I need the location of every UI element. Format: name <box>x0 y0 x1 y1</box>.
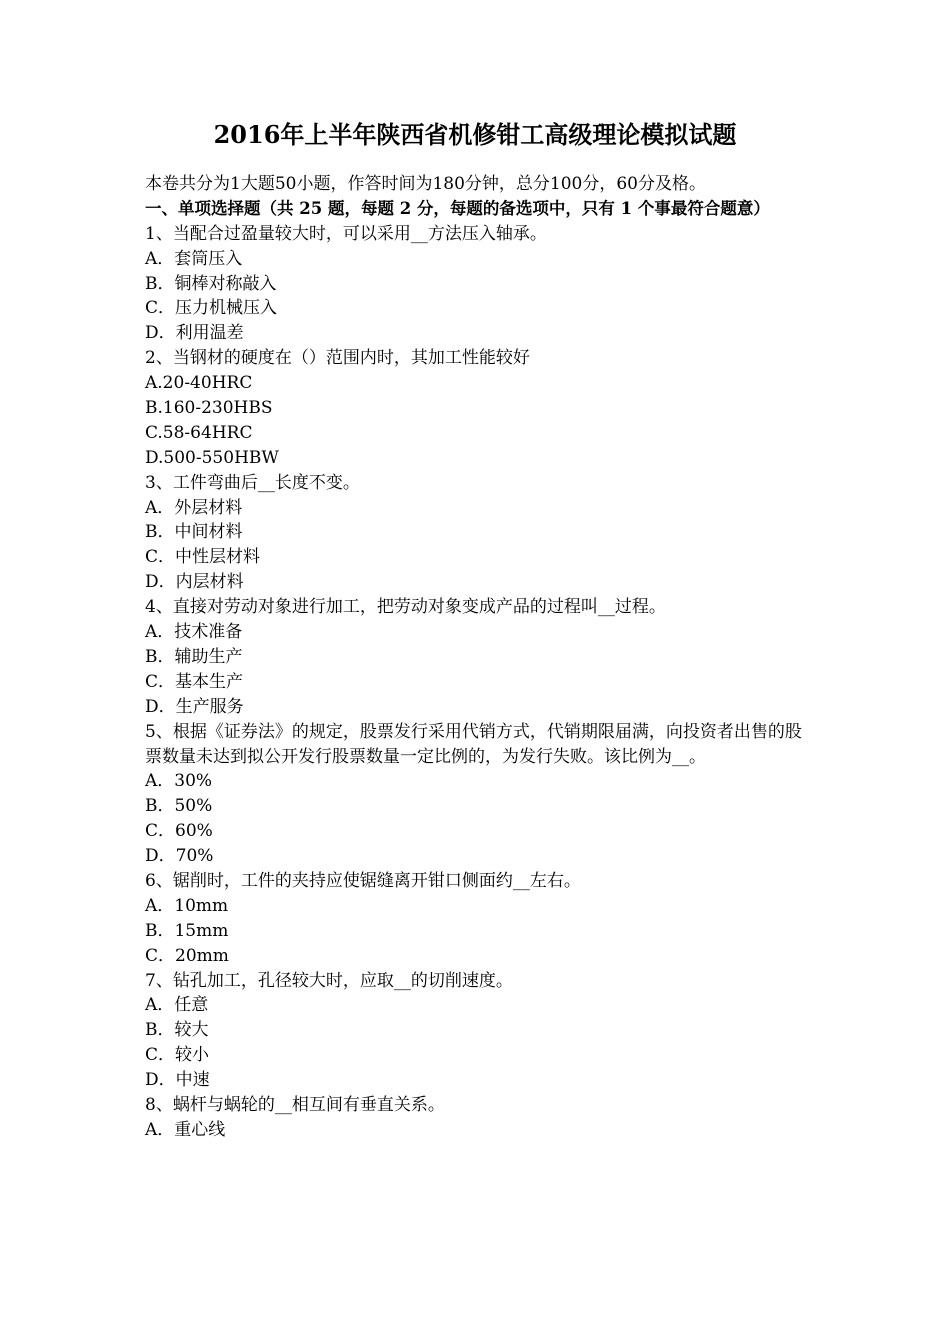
option-d: D．生产服务 <box>145 696 244 717</box>
question-5 <box>145 720 810 869</box>
option-a: A．重心线 <box>145 1119 226 1140</box>
question-stem: 1、当配合过盈量较大时，可以采用__方法压入轴承。 <box>145 223 547 244</box>
option-c: C．60% <box>145 821 213 842</box>
option-c: C．基本生产 <box>145 671 244 692</box>
question-6 <box>145 869 810 969</box>
option-b: B．较大 <box>145 1020 209 1041</box>
question-1 <box>145 222 810 346</box>
question-stem: 6、锯削时，工件的夹持应使锯缝离开钳口侧面约__左右。 <box>145 870 581 891</box>
option-c: C．压力机械压入 <box>145 298 278 319</box>
option-c: C.58-64HRC <box>145 422 253 443</box>
question-7 <box>145 969 810 1093</box>
option-a: A．技术准备 <box>145 622 243 643</box>
option-b: B．50% <box>145 796 213 817</box>
question-3 <box>145 471 810 595</box>
page-title: 2016年上半年陕西省机修钳工高级理论模拟试题 <box>213 120 737 149</box>
option-b: B.160-230HBS <box>145 398 273 419</box>
section-heading: 一、单项选择题（共 25 题，每题 2 分，每题的备选项中，只有 1 个事最符合题意） <box>145 198 770 218</box>
option-d: D．利用温差 <box>145 323 244 344</box>
option-c: C．20mm <box>145 945 229 966</box>
question-stem: 4、直接对劳动对象进行加工，把劳动对象变成产品的过程叫__过程。 <box>145 597 666 618</box>
question-stem: 3、工件弯曲后__长度不变。 <box>145 472 360 493</box>
option-a: A.20-40HRC <box>145 373 253 394</box>
option-b: B．中间材料 <box>145 522 243 543</box>
option-b: B．15mm <box>145 920 229 941</box>
option-d: D．中速 <box>145 1070 210 1091</box>
option-a: A．外层材料 <box>145 497 243 518</box>
option-a: A．套筒压入 <box>145 248 243 269</box>
question-4 <box>145 595 810 719</box>
option-c: C．较小 <box>145 1045 210 1066</box>
option-a: A．10mm <box>145 895 229 916</box>
question-stem: 2、当钢材的硬度在（）范围内时，其加工性能较好 <box>145 348 530 369</box>
option-d: D.500-550HBW <box>145 447 279 468</box>
question-stem: 7、钻孔加工，孔径较大时，应取__的切削速度。 <box>145 970 513 991</box>
option-b: B．辅助生产 <box>145 646 243 667</box>
exam-intro: 本卷共分为1大题50小题，作答时间为180分钟，总分100分，60分及格。 <box>145 174 706 194</box>
question-stem: 8、蜗杆与蜗轮的__相互间有垂直关系。 <box>145 1095 445 1115</box>
option-b: B．铜棒对称敲入 <box>145 273 277 294</box>
question-2 <box>145 346 810 470</box>
option-a: A．30% <box>145 771 213 792</box>
option-c: C．中性层材料 <box>145 547 261 568</box>
option-a: A．任意 <box>145 995 209 1016</box>
document-body <box>145 172 810 1143</box>
option-d: D．内层材料 <box>145 572 244 593</box>
option-d: D．70% <box>145 846 214 867</box>
question-stem: 5、根据《证券法》的规定，股票发行采用代销方式，代销期限届满，向投资者出售的股票数量未达到拟公开发行股票数量一定比例的，为发行失败。该比例为__。 <box>145 721 802 767</box>
question-8 <box>145 1093 810 1143</box>
